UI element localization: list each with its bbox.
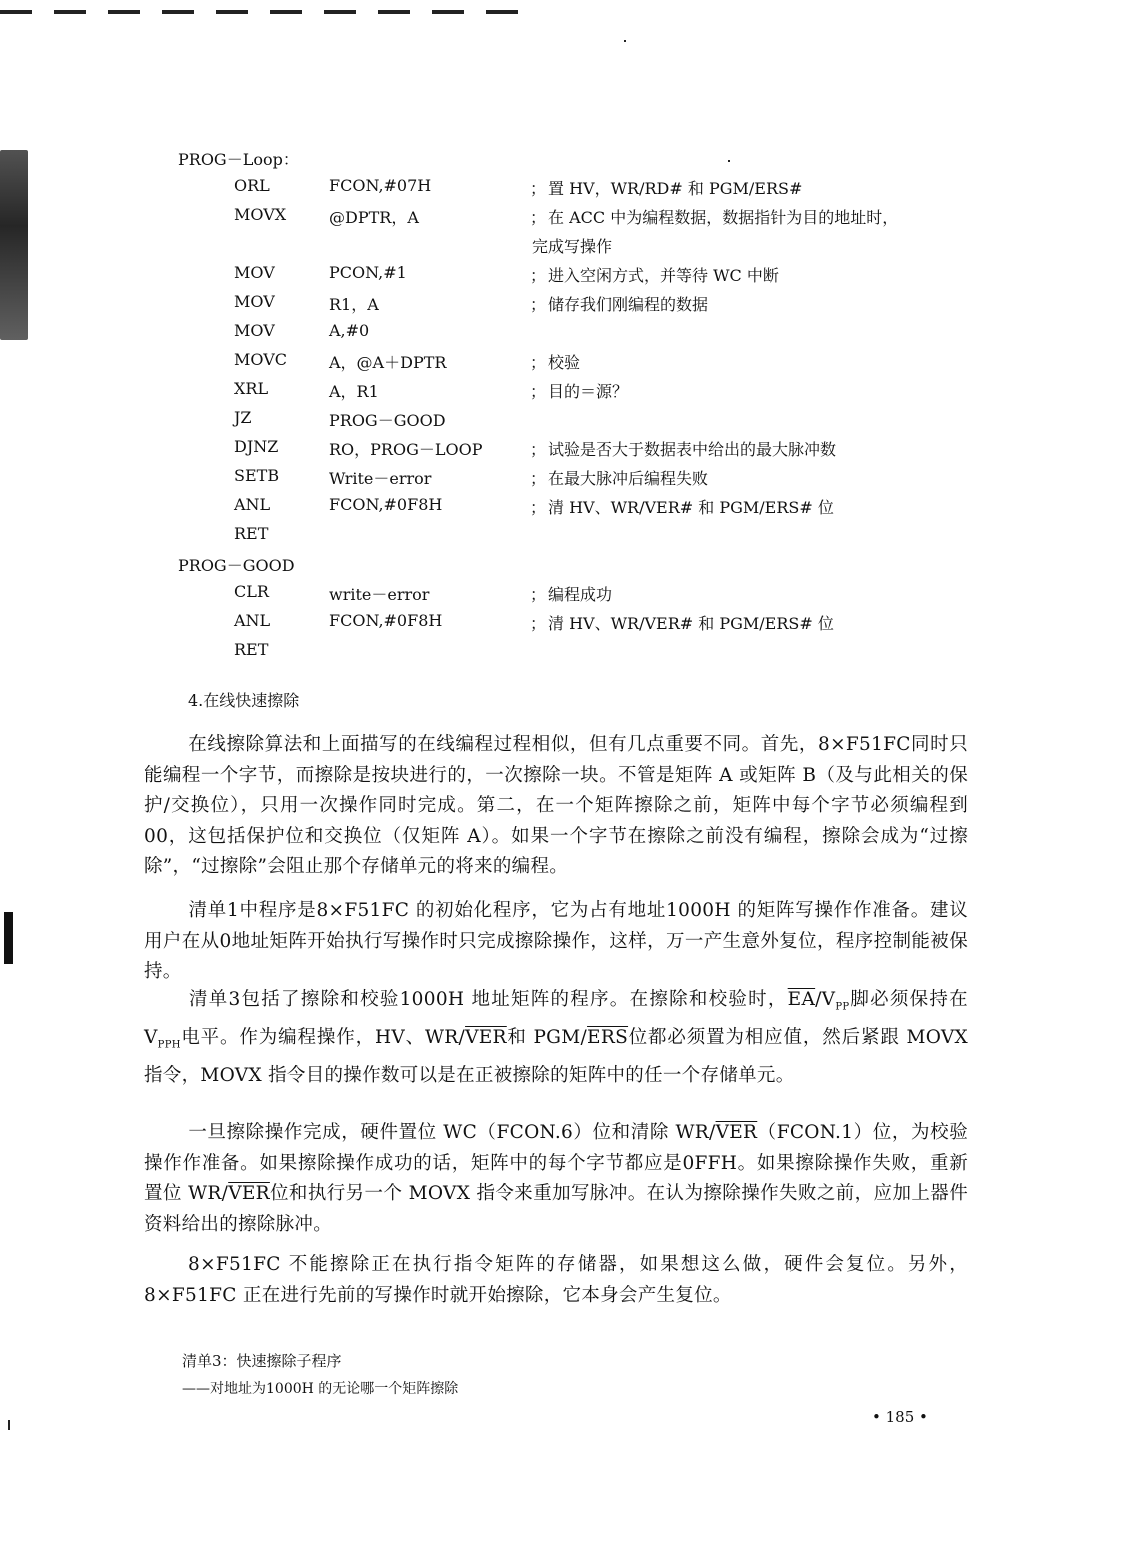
code-operand: FCON,#07H — [329, 176, 432, 195]
paragraph-5 — [144, 1250, 968, 1311]
paragraph-2 — [144, 896, 968, 988]
code-opcode: MOV — [234, 263, 275, 282]
ver-overline: $\overline{VER}$ — [228, 1183, 270, 1204]
code-listing — [0, 0, 1122, 660]
scan-speck — [8, 1420, 10, 1430]
code-line — [0, 408, 1000, 434]
code-opcode: MOVC — [234, 350, 288, 369]
code-line — [0, 379, 1000, 405]
paragraph-1 — [144, 730, 968, 883]
code-label: PROG－GOOD — [178, 556, 295, 575]
code-operand: PCON,#1 — [329, 263, 407, 282]
code-opcode: MOV — [234, 321, 275, 340]
code-line — [0, 321, 1000, 347]
code-operand: FCON,#0F8H — [329, 495, 443, 514]
code-operand: R1，A — [329, 295, 379, 314]
code-line — [0, 495, 1000, 521]
code-comment: ； 校验 — [530, 350, 580, 373]
code-comment: ； 目的＝源？ — [530, 379, 628, 402]
code-line — [0, 350, 1000, 376]
code-opcode: RET — [234, 640, 269, 659]
code-operand: Write－error — [329, 469, 432, 488]
code-opcode: ANL — [234, 611, 271, 630]
code-operand: PROG－GOOD — [329, 411, 446, 430]
code-line — [0, 205, 1000, 231]
code-operand: FCON,#0F8H — [329, 611, 443, 630]
code-opcode: MOVX — [234, 205, 287, 224]
listing-3-subtitle: ——对地址为1000H 的无论哪一个矩阵擦除 — [182, 1381, 459, 1397]
code-operand: RO，PROG－LOOP — [329, 440, 483, 459]
code-comment: ； 清 HV、WR/VER# 和 PGM/ERS# 位 — [530, 611, 834, 634]
page-number: • 185 • — [872, 1408, 928, 1426]
code-operand: write－error — [329, 585, 430, 604]
code-label: PROG－Loop： — [178, 150, 299, 169]
code-line — [0, 611, 1000, 637]
code-operand: @DPTR，A — [329, 208, 419, 227]
code-line — [0, 524, 1000, 550]
code-line — [0, 640, 1000, 666]
code-comment: ； 置 HV，WR/RD# 和 PGM/ERS# — [530, 176, 802, 199]
paragraph-2-text: 清单1中程序是8×F51FC 的初始化程序，它为占有地址1000H 的矩阵写操作作准备。建议用户在从0地址矩阵开始执行写操作时只完成擦除操作，这样，万一产生意外复位，程序控制能被保持。 — [144, 900, 968, 982]
ers-overline: $\overline{ERS}$ — [587, 1027, 629, 1049]
code-opcode: ORL — [234, 176, 270, 195]
code-comment: ； 试验是否大于数据表中给出的最大脉冲数 — [530, 437, 836, 460]
code-line — [0, 263, 1000, 289]
code-operand: A，@A＋DPTR — [329, 353, 447, 372]
paragraph-5-text: 8×F51FC 不能擦除正在执行指令矩阵的存储器，如果想这么做，硬件会复位。另外，8×F51FC 正在进行先前的写操作时就开始擦除，它本身会产生复位。 — [144, 1254, 968, 1306]
paragraph-4: 一旦擦除操作完成，硬件置位 WC（FCON.6）位和清除 $WR/\overline{VER}(FCON.1)$位，为校验操作作准备。如果擦除操作成功的话，矩阵中的每个字节都应是0FFH。如果擦除操作失败，重新置位 $WR/\overline{VER}$位和执行另一个 MOVX 指令来重加写脉冲。在认为擦除操作失败之前，应加上器件资料给出的擦除脉冲。 — [144, 1122, 968, 1235]
code-comment: ； 清 HV、WR/VER# 和 PGM/ERS# 位 — [530, 495, 834, 518]
margin-mark — [4, 912, 13, 964]
code-comment: ； 储存我们刚编程的数据 — [530, 292, 708, 315]
code-line — [0, 292, 1000, 318]
code-opcode: DJNZ — [234, 437, 279, 456]
code-line — [0, 466, 1000, 492]
code-operand: A,#0 — [329, 321, 370, 340]
paragraph-3: 清单3包括了擦除和校验1000H 地址矩阵的程序。在擦除和校验时，$\overline{EA}/V_{PP}$脚必须保持在 $V_{PPH}$电平。作为编程操作，HV、$WR/\overline{VER}$和 PGM/$\overline{ERS}$位都必须置为相应值，然后紧跟 MOVX 指令，MOVX 指令目的操作数可以是在正被擦除的矩阵中的任一个存储单元。 — [144, 989, 968, 1087]
code-comment: ； 进入空闲方式，并等待 WC 中断 — [530, 263, 779, 286]
code-comment: 完成写操作 — [532, 237, 613, 256]
code-opcode: RET — [234, 524, 269, 543]
code-opcode: ANL — [234, 495, 271, 514]
code-opcode: MOV — [234, 292, 275, 311]
code-comment: ； 编程成功 — [530, 582, 612, 605]
listing-3-title: 清单3：快速擦除子程序 — [182, 1352, 342, 1370]
code-opcode: XRL — [234, 379, 269, 398]
paragraph-1-text: 在线擦除算法和上面描写的在线编程过程相似，但有几点重要不同。首先，8×F51FC同时只能编程一个字节，而擦除是按块进行的，一次擦除一块。不管是矩阵 A 或矩阵 B（及与此相关的保护/交换位），只用一次操作同时完成。第二，在一个矩阵擦除之前，矩阵中每个字节必须编程到00，这包括保护位和交换位（仅矩阵 A）。如果一个字节在擦除之前没有编程，擦除会成为“过擦除”，“过擦除”会阻止那个存储单元的将来的编程。 — [144, 734, 968, 877]
code-opcode: JZ — [234, 408, 252, 427]
code-line — [0, 147, 1000, 173]
section-heading: 4.在线快速擦除 — [188, 691, 300, 710]
code-comment: ； 在最大脉冲后编程失败 — [530, 466, 708, 489]
code-line — [0, 234, 1000, 260]
ea-overline: $\overline{EA}$ — [787, 989, 816, 1010]
code-line — [0, 437, 1000, 463]
ver-overline: $\overline{VER}$ — [715, 1122, 758, 1143]
ver-overline: $\overline{VER}$ — [465, 1027, 507, 1049]
code-operand: A，R1 — [329, 382, 379, 401]
code-comment: ； 在 ACC 中为编程数据，数据指针为目的地址时， — [530, 205, 898, 228]
code-opcode: CLR — [234, 582, 269, 601]
code-opcode: SETB — [234, 466, 280, 485]
code-line — [0, 582, 1000, 608]
code-line — [0, 176, 1000, 202]
code-line — [0, 553, 1000, 579]
